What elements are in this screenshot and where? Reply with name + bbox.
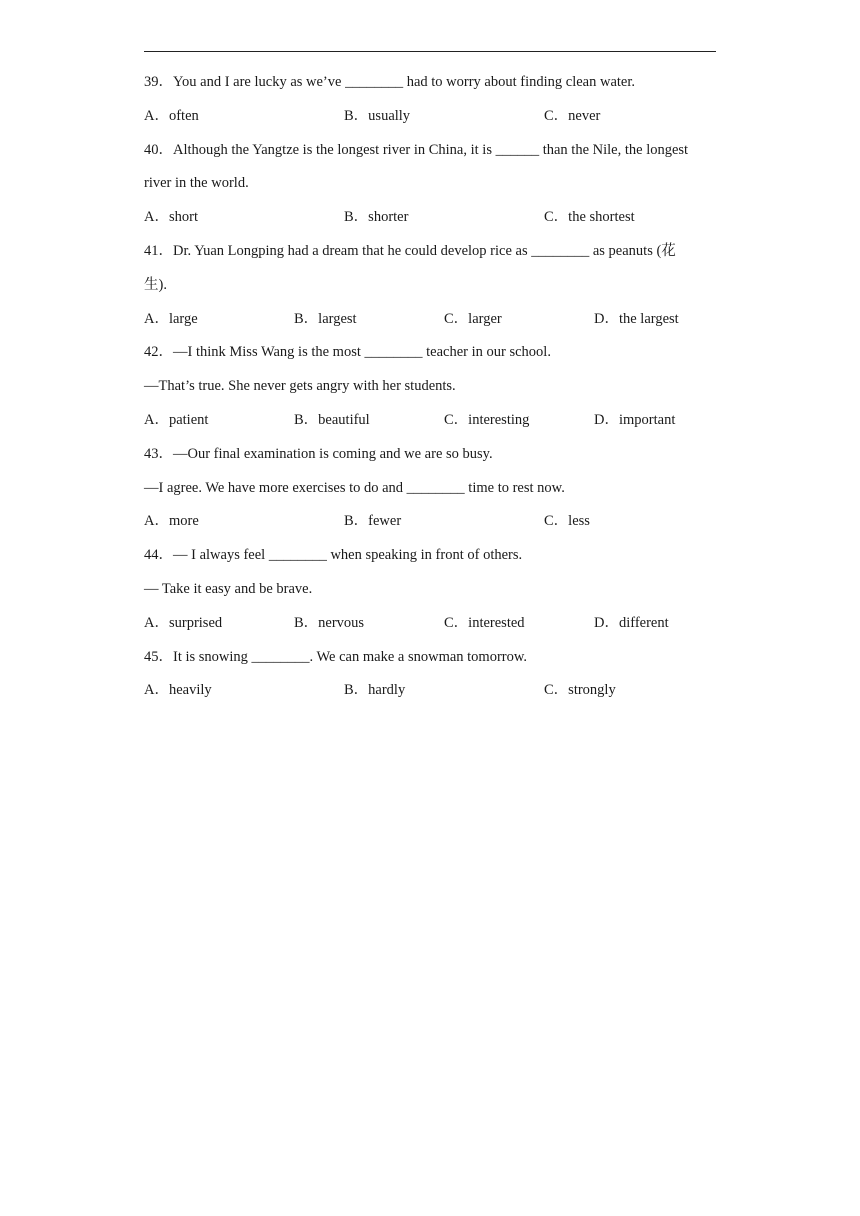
answer-options [144,505,719,539]
answer-option: B．hardly [344,682,406,699]
answer-option: A．surprised [144,614,223,631]
question-stem: 44．— I always feel ________ when speaking in front of others. [144,547,523,564]
answer-option: A．more [144,513,199,530]
question-block [144,641,719,709]
answer-option: A．large [144,310,198,327]
question-stem: 45．It is snowing ________. We can make a snowman tomorrow. [144,648,528,665]
question-line: river in the world. [144,175,249,192]
header-rule [144,51,716,52]
answer-options [144,100,719,134]
answer-option: B．shorter [344,209,409,226]
answer-options [144,404,719,438]
question-line: — Take it easy and be brave. [144,580,313,597]
question-list [144,66,719,708]
question-block [144,134,719,235]
answer-option: C．less [544,513,590,530]
answer-option: A．often [144,107,199,124]
question-stem: 40．Although the Yangtze is the longest river in China, it is ______ than the Nile, the longest [144,141,689,158]
question-block [144,66,719,134]
question-stem: 41．Dr. Yuan Longping had a dream that he could develop rice as ________ as peanuts (花 [144,242,676,259]
answer-options [144,303,719,337]
answer-option: C．strongly [544,682,616,699]
answer-option: A．patient [144,411,209,428]
answer-option: D．important [594,411,676,428]
answer-option: C．interesting [444,411,530,428]
answer-option: A．heavily [144,682,212,699]
question-block [144,336,719,437]
question-block [144,235,719,336]
question-line: —That’s true. She never gets angry with her students. [144,378,456,395]
answer-options [144,201,719,235]
question-stem: 39．You and I are lucky as we’ve ________ had to worry about finding clean water. [144,74,636,90]
answer-option: B．largest [294,310,357,327]
answer-option: C．never [544,107,601,124]
answer-option: B．usually [344,107,411,124]
question-block [144,438,719,539]
answer-option: B．beautiful [294,411,370,428]
answer-option: C．the shortest [544,209,635,226]
answer-option: B．nervous [294,614,365,631]
answer-option: D．different [594,614,669,631]
answer-option: D．the largest [594,310,679,327]
answer-options [144,607,719,641]
question-stem: 42．—I think Miss Wang is the most ________ teacher in our school. [144,344,551,361]
question-stem: 43．—Our final examination is coming and we are so busy. [144,445,493,462]
question-block [144,539,719,640]
answer-option: B．fewer [344,513,402,530]
answer-options [144,674,719,708]
answer-option: C．interested [444,614,525,631]
answer-option: A．short [144,209,198,226]
answer-option: C．larger [444,310,502,327]
question-line: —I agree. We have more exercises to do and ________ time to rest now. [144,479,565,496]
question-line: 生). [144,276,167,293]
